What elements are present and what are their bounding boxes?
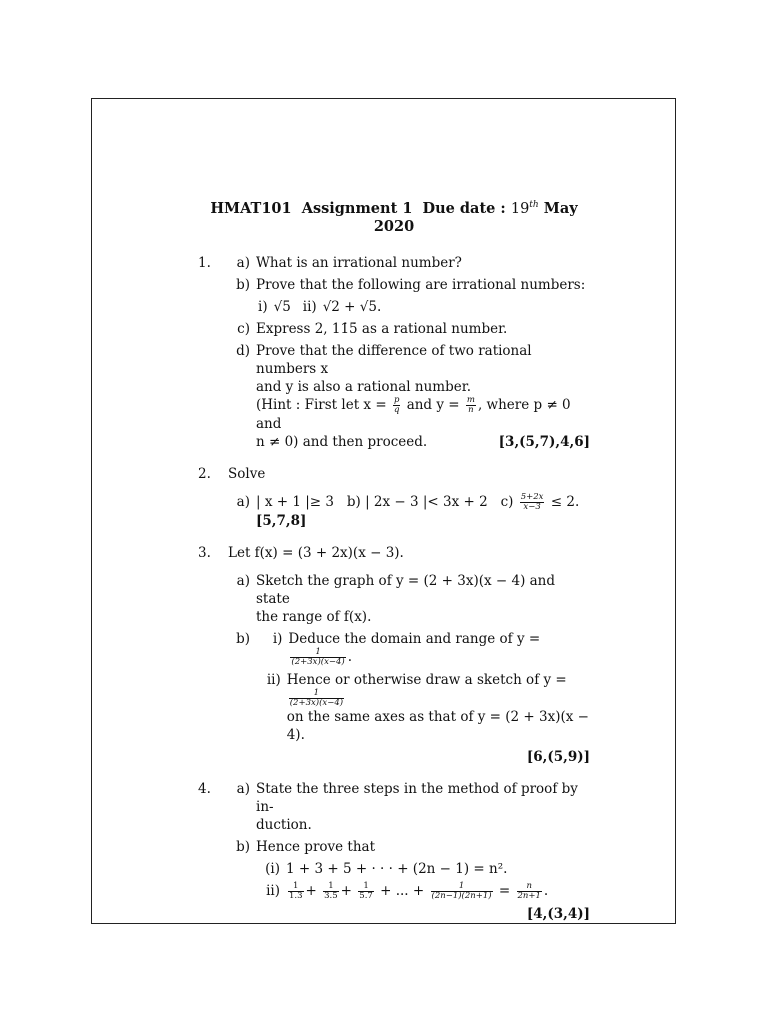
question-number: 2. <box>198 465 211 482</box>
q4-part-b: b) Hence prove that <box>236 838 376 855</box>
due-day: 19th <box>510 200 539 217</box>
q3-part-b: b) i) Deduce the domain and range of y = $\frac{1}{(2+3x)(x-4)}$ . ii) Hence or otherwise draw a sketch of y = $\frac{1}{(2+3x)(x-4)}$ on the same axes as that of y = (2 + 3x)(x − 4). <box>236 630 589 743</box>
q2-parts: a) | x + 1 |≥ 3 b) | 2x − 3 |< 3x + 2 c) $\frac{5+2x}{x-3}$ ≤ 2. [5,7,8] <box>236 491 580 529</box>
q1-part-d: d) Prove that the difference of two rational numbers x and y is also a rational number. (Hint : First let x = $\frac{p}{q}$ and y = $\frac{m}{n}$ , where p ≠ 0 and n ≠ 0) and then proceed. [3,(5,7),4,6] <box>236 342 590 450</box>
q1-part-b: b) Prove that the following are irrational numbers: <box>236 276 586 293</box>
assignment-title <box>198 196 590 236</box>
question-number: 1. <box>198 254 211 271</box>
question-2: 2. Solve a) | x + 1 |≥ 3 b) | 2x − 3 |< 3x + 2 c) $\frac{5+2x}{x-3}$ ≤ 2. [5,7,8] <box>198 465 590 534</box>
q4-marks: [4,(3,4)] <box>526 905 590 922</box>
q1-part-a: a) What is an irrational number? <box>236 254 462 271</box>
due-rest: May 2020 <box>373 199 578 235</box>
q2-marks: [5,7,8] <box>256 512 307 529</box>
course-code: HMAT101 <box>210 199 292 217</box>
assignment-name: Assignment 1 <box>301 199 413 217</box>
q1-marks: [3,(5,7),4,6] <box>498 433 590 450</box>
q4-part-b-ii: ii) $\frac{1}{1.3}$ + $\frac{1}{3.5}$ + $\frac{1}{5.7}$ + ... + $\frac{1}{(2n-1)(2n+1)}$ = $\frac{n}{2n+1}$ . <box>266 880 549 901</box>
question-1 <box>198 254 590 455</box>
question-number: 3. <box>198 544 211 561</box>
q4-part-b-i: (i) 1 + 3 + 5 + · · · + (2n − 1) = n². <box>265 860 508 877</box>
q1-part-b-items: i) √5 ii) √2 + √5. <box>258 298 382 315</box>
q3-marks: [6,(5,9)] <box>526 748 590 765</box>
q4-part-a: a) State the three steps in the method of proof by in- duction. <box>236 780 578 833</box>
q3-part-a: a) Sketch the graph of y = (2 + 3x)(x − 4) and state the range of f(x). <box>236 572 556 625</box>
question-3: 3. Let f(x) = (3 + 2x)(x − 3). a) Sketch the graph of y = (2 + 3x)(x − 4) and state the range of f(x). b) i) Deduce the domain and range of y = $\frac{1}{(2+3x)(x-4)}$ . ii) Hence or otherwise draw a sketch of y = $\frac{1}{(2+3x)(x-4)}$ on the same axes as that of y = (2 + 3x)(x − 4). [6,(5,9)] <box>198 544 590 770</box>
question-number: 4. <box>198 780 211 797</box>
question-4 <box>198 780 590 927</box>
due-label: Due date : <box>422 199 506 217</box>
assignment-content <box>198 196 590 937</box>
q1-part-c: c) Express 2, 11̇5̇ as a rational number. <box>237 320 508 337</box>
